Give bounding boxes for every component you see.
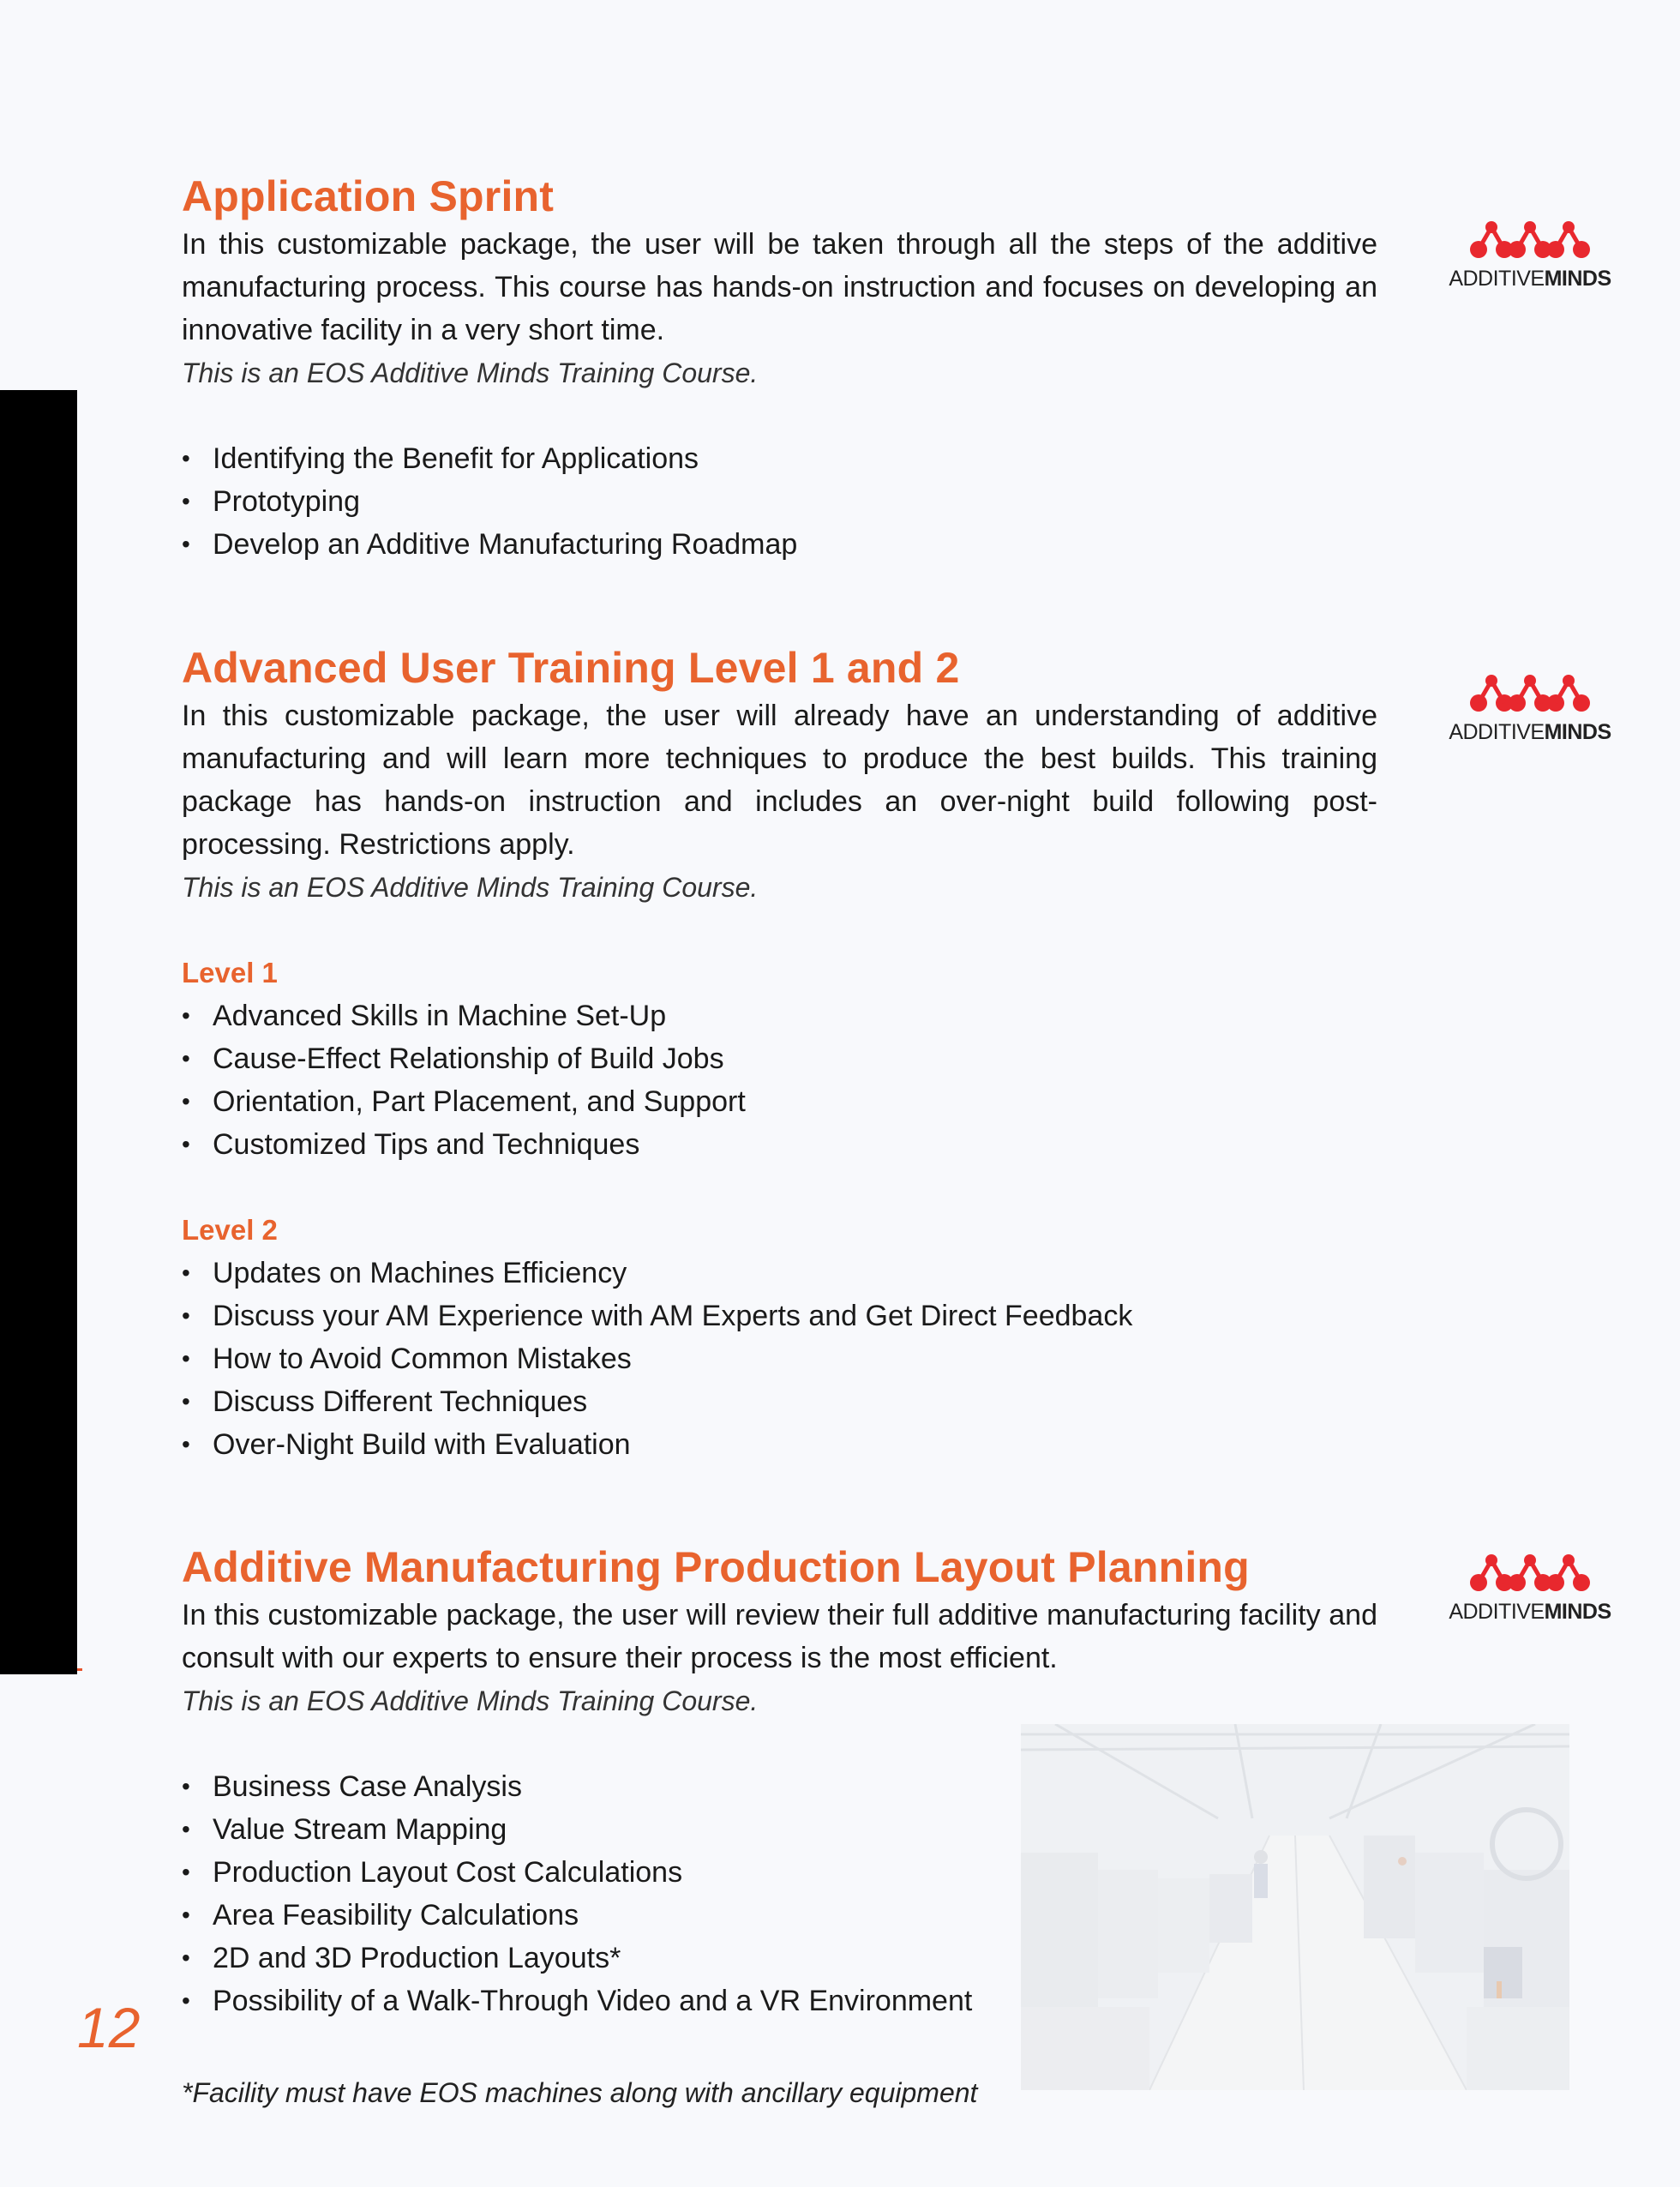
- side-accent-mark: [77, 1668, 82, 1671]
- level-heading: Level 2: [182, 1214, 278, 1246]
- bullet-list: [182, 1252, 1377, 1466]
- list-item: • Prototyping: [182, 480, 1377, 523]
- list-item: • Cause-Effect Relationship of Build Jobs: [182, 1037, 1377, 1080]
- section-advanced-user-training: [182, 641, 1377, 1466]
- bullet-list: [182, 994, 1377, 1166]
- logo-wordmark: ADDITIVEMINDS: [1449, 1600, 1611, 1624]
- course-note: This is an EOS Additive Minds Training Course.: [182, 872, 759, 903]
- section-description: In this customizable package, the user will review their full additive manufacturing facility and consult with our experts to ensure their process is the most efficient.: [182, 1599, 1377, 1674]
- list-item: • Value Stream Mapping: [182, 1808, 1377, 1851]
- additive-minds-logo: [1440, 1552, 1620, 1629]
- section-title: Advanced User Training Level 1 and 2: [182, 644, 960, 692]
- list-item: • Updates on Machines Efficiency: [182, 1252, 1377, 1295]
- list-item: • Identifying the Benefit for Applications: [182, 437, 1377, 480]
- list-item: • How to Avoid Common Mistakes: [182, 1337, 1377, 1380]
- logo-wordmark: ADDITIVEMINDS: [1449, 267, 1611, 291]
- section-description: In this customizable package, the user will be taken through all the steps of the additive manufacturing process. This course has hands-on instruction and focuses on developing an innovative facility in a very short time.: [182, 228, 1377, 346]
- section-title: Additive Manufacturing Production Layout Planning: [182, 1543, 1250, 1591]
- factory-hall-icon: [1021, 1724, 1569, 2090]
- list-item: • 2D and 3D Production Layouts*: [182, 1937, 1377, 1980]
- list-item: • Develop an Additive Manufacturing Roadmap: [182, 523, 1377, 566]
- list-item: • Discuss your AM Experience with AM Experts and Get Direct Feedback: [182, 1295, 1377, 1337]
- logo-wordmark: ADDITIVEMINDS: [1449, 720, 1611, 744]
- section-title: Application Sprint: [182, 172, 555, 220]
- side-bar-decoration: [0, 390, 77, 1674]
- page-number: 12: [77, 1996, 141, 2059]
- section-application-sprint: [182, 170, 1377, 566]
- additive-minds-logo: [1440, 219, 1620, 296]
- logo-mark-icon: [1440, 219, 1620, 263]
- course-note: This is an EOS Additive Minds Training Course.: [182, 357, 759, 388]
- list-item: • Customized Tips and Techniques: [182, 1123, 1377, 1166]
- facility-photo: [1021, 1724, 1569, 2090]
- list-item: • Advanced Skills in Machine Set-Up: [182, 994, 1377, 1037]
- additive-minds-logo: [1440, 672, 1620, 749]
- list-item: • Business Case Analysis: [182, 1765, 1377, 1808]
- list-item: • Orientation, Part Placement, and Support: [182, 1080, 1377, 1123]
- level-heading: Level 1: [182, 957, 278, 988]
- course-note: This is an EOS Additive Minds Training Course.: [182, 1685, 759, 1716]
- list-item: • Over-Night Build with Evaluation: [182, 1423, 1377, 1466]
- footnote: *Facility must have EOS machines along with ancillary equipment: [182, 2077, 978, 2108]
- list-item: • Area Feasibility Calculations: [182, 1894, 1377, 1937]
- bullet-list: [182, 437, 1377, 566]
- list-item: • Production Layout Cost Calculations: [182, 1851, 1377, 1894]
- list-item: • Discuss Different Techniques: [182, 1380, 1377, 1423]
- logo-mark-icon: [1440, 672, 1620, 717]
- list-item: • Possibility of a Walk-Through Video and a VR Environment: [182, 1980, 1377, 2022]
- section-description: In this customizable package, the user will already have an understanding of additive manufacturing and will learn more techniques to produce the best builds. This training package has hands-on instruction and includes an over-night build following post-processing. Restrictions apply.: [182, 700, 1377, 861]
- logo-mark-icon: [1440, 1552, 1620, 1596]
